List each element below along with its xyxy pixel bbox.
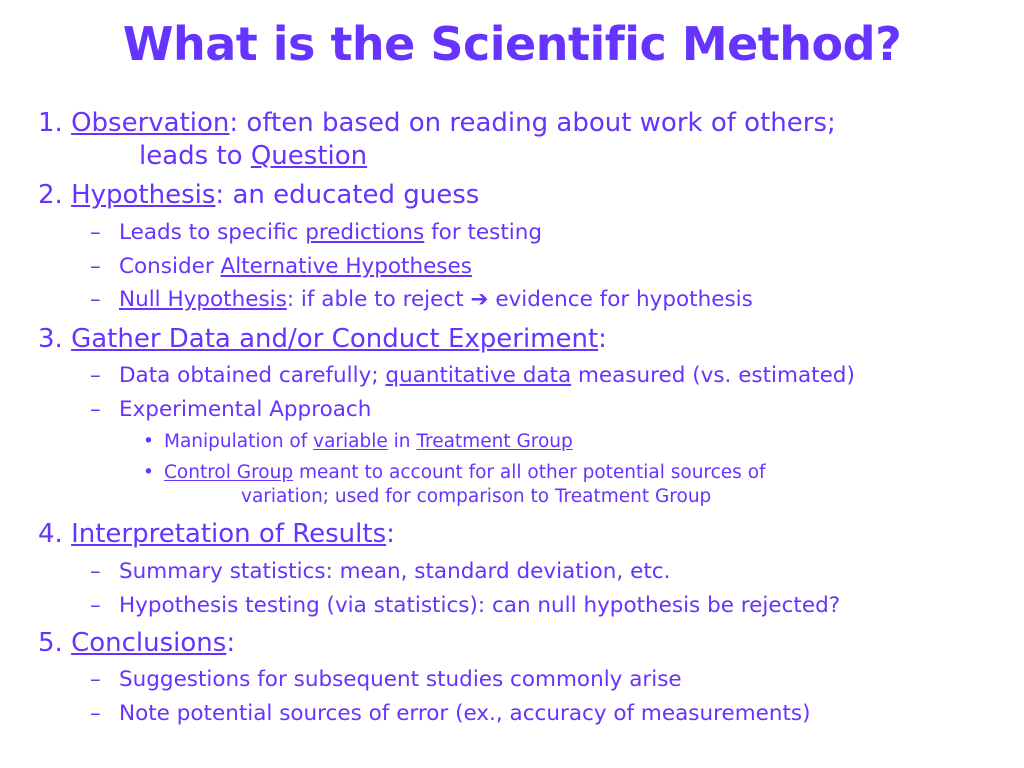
bullet-term: Control Group — [164, 462, 294, 483]
sub-item — [90, 253, 472, 281]
step-number: 2. — [38, 180, 63, 210]
right-arrow-icon: ➔ — [470, 287, 489, 312]
step-2-line — [38, 179, 479, 211]
step-description: : an educated guess — [215, 180, 480, 210]
sub-text: : if able to reject — [286, 287, 471, 312]
step-number: 4. — [38, 519, 63, 549]
sub-item — [90, 558, 670, 586]
bullet-item — [143, 430, 573, 454]
step-description: : — [598, 324, 607, 354]
dash-marker: – — [90, 363, 101, 388]
bullet-text: meant to account for all other potential sources of — [293, 462, 766, 483]
sub-item — [90, 219, 542, 247]
bullet-term: variable — [313, 431, 388, 452]
bullet-marker: • — [143, 431, 154, 452]
sub-term: Null Hypothesis — [119, 287, 287, 312]
step-description: : often based on reading about work of others; — [229, 108, 836, 138]
step-description: : — [386, 519, 395, 549]
step-continuation-text: leads to — [139, 141, 251, 171]
step-description: : — [226, 628, 236, 658]
sub-item — [90, 666, 682, 694]
dash-marker: – — [90, 254, 101, 279]
step-3-line — [38, 323, 607, 355]
sub-text: Note potential sources of error (ex., accuracy of measurements) — [119, 701, 811, 726]
step-term: Conclusions — [71, 628, 227, 658]
sub-item — [90, 700, 811, 728]
step-term: Observation — [71, 108, 230, 138]
dash-marker: – — [90, 559, 101, 584]
bullet-marker: • — [143, 462, 154, 483]
sub-item — [90, 396, 371, 424]
step-number: 5. — [38, 628, 63, 658]
step-number: 1. — [38, 108, 63, 138]
step-1-continuation — [139, 140, 367, 172]
bullet-item — [143, 461, 766, 485]
sub-text: Summary statistics: mean, standard deviation, etc. — [119, 559, 671, 584]
dash-marker: – — [90, 593, 101, 618]
sub-text: Experimental Approach — [119, 397, 372, 422]
step-number: 3. — [38, 324, 63, 354]
sub-text: for testing — [424, 220, 543, 245]
sub-item — [90, 286, 753, 314]
bullet-term: Treatment Group — [416, 431, 573, 452]
sub-text: Suggestions for subsequent studies commonly arise — [119, 667, 682, 692]
dash-marker: – — [90, 287, 101, 312]
step-continuation-term: Question — [250, 141, 368, 171]
sub-item — [90, 592, 840, 620]
sub-term: predictions — [305, 220, 425, 245]
step-1-line — [38, 107, 836, 139]
sub-text: Consider — [119, 254, 221, 279]
bullet-continuation — [241, 485, 711, 509]
sub-text: Hypothesis testing (via statistics): can null hypothesis be rejected? — [119, 593, 841, 618]
dash-marker: – — [90, 397, 101, 422]
step-term: Hypothesis — [71, 180, 216, 210]
bullet-text: in — [387, 431, 417, 452]
sub-text: measured (vs. estimated) — [571, 363, 855, 388]
step-4-line — [38, 518, 395, 550]
sub-text: evidence for hypothesis — [488, 287, 753, 312]
bullet-text: Manipulation of — [164, 431, 314, 452]
sub-item — [90, 362, 855, 390]
sub-text: Data obtained carefully; — [119, 363, 386, 388]
bullet-text: variation; used for comparison to Treatment Group — [241, 486, 712, 507]
dash-marker: – — [90, 220, 101, 245]
step-term: Interpretation of Results — [71, 519, 387, 549]
slide-title: What is the Scientific Method? — [122, 17, 902, 71]
step-5-line — [38, 627, 235, 659]
dash-marker: – — [90, 667, 101, 692]
sub-term: Alternative Hypotheses — [220, 254, 472, 279]
sub-term: quantitative data — [385, 363, 572, 388]
dash-marker: – — [90, 701, 101, 726]
step-term: Gather Data and/or Conduct Experiment — [71, 324, 599, 354]
sub-text: Leads to specific — [119, 220, 306, 245]
